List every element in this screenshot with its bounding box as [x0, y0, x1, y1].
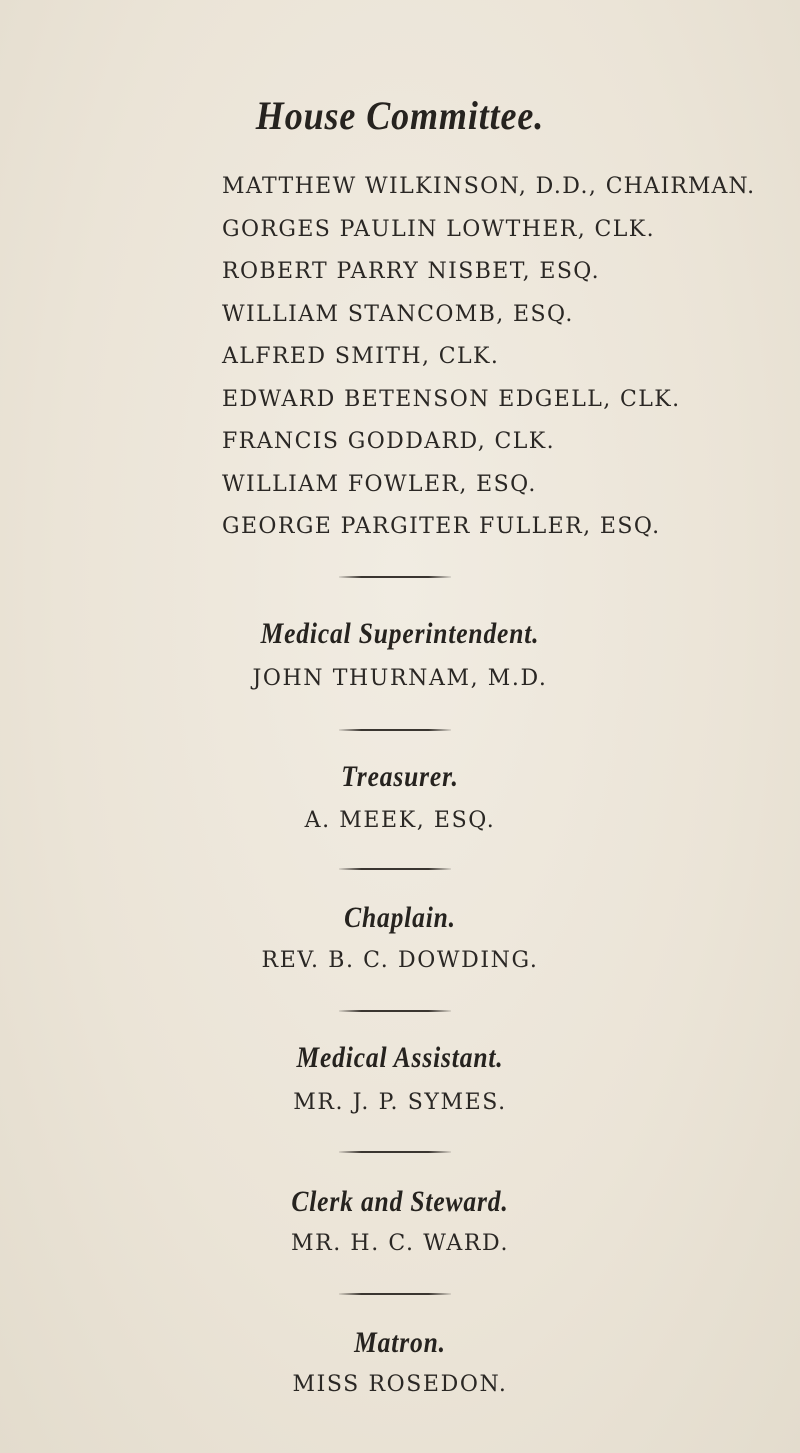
committee-member: [222, 301, 755, 344]
office-title-clerk-and-steward: Clerk and Steward.: [291, 1185, 509, 1218]
committee-member: [222, 258, 755, 301]
section-divider: [339, 1293, 451, 1295]
member-name: ALFRED SMITH, CLK.: [222, 344, 500, 369]
office-title-treasurer: Treasurer.: [341, 760, 459, 793]
office-holder-medical-superintendent: JOHN THURNAM, M.D.: [252, 666, 548, 691]
section-divider: [339, 729, 451, 731]
member-name: FRANCIS GODDARD, CLK.: [222, 429, 556, 454]
member-name: ROBERT PARRY NISBET, ESQ.: [222, 259, 601, 284]
committee-member: [222, 386, 755, 429]
member-name: MATTHEW WILKINSON, D.D.,: [222, 174, 598, 199]
member-role: CHAIRMAN.: [605, 174, 756, 199]
member-name: GORGES PAULIN LOWTHER, CLK.: [222, 216, 656, 242]
office-holder-medical-assistant: MR. J. P. SYMES.: [293, 1090, 507, 1115]
committee-member: [222, 343, 755, 386]
office-title-medical-assistant: Medical Assistant.: [296, 1041, 504, 1074]
section-divider: [339, 868, 451, 870]
committee-member: [222, 428, 755, 471]
member-name: GEORGE PARGITER FULLER, ESQ.: [222, 514, 661, 539]
office-title-chaplain: Chaplain.: [344, 901, 456, 934]
office-holder-clerk-and-steward: MR. H. C. WARD.: [290, 1231, 510, 1256]
section-divider: [339, 576, 451, 578]
member-name: WILLIAM STANCOMB, ESQ.: [222, 301, 574, 327]
committee-member: [222, 173, 755, 216]
office-holder-treasurer: A. MEEK, ESQ.: [304, 808, 496, 833]
committee-member: [222, 471, 755, 514]
office-title-medical-superintendent: Medical Superintendent.: [260, 617, 540, 650]
committee-member: [222, 513, 755, 556]
office-title-matron: Matron.: [354, 1326, 446, 1359]
section-divider: [339, 1010, 451, 1012]
section-divider: [339, 1151, 451, 1153]
page-title: House Committee.: [255, 93, 545, 138]
member-name: WILLIAM FOWLER, ESQ.: [222, 471, 537, 497]
office-holder-matron: MISS ROSEDON.: [292, 1372, 508, 1397]
member-name: EDWARD BETENSON EDGELL, CLK.: [222, 386, 681, 412]
committee-member: [222, 216, 755, 259]
committee-list: [222, 173, 755, 556]
office-holder-chaplain: REV. B. C. DOWDING.: [261, 948, 539, 973]
